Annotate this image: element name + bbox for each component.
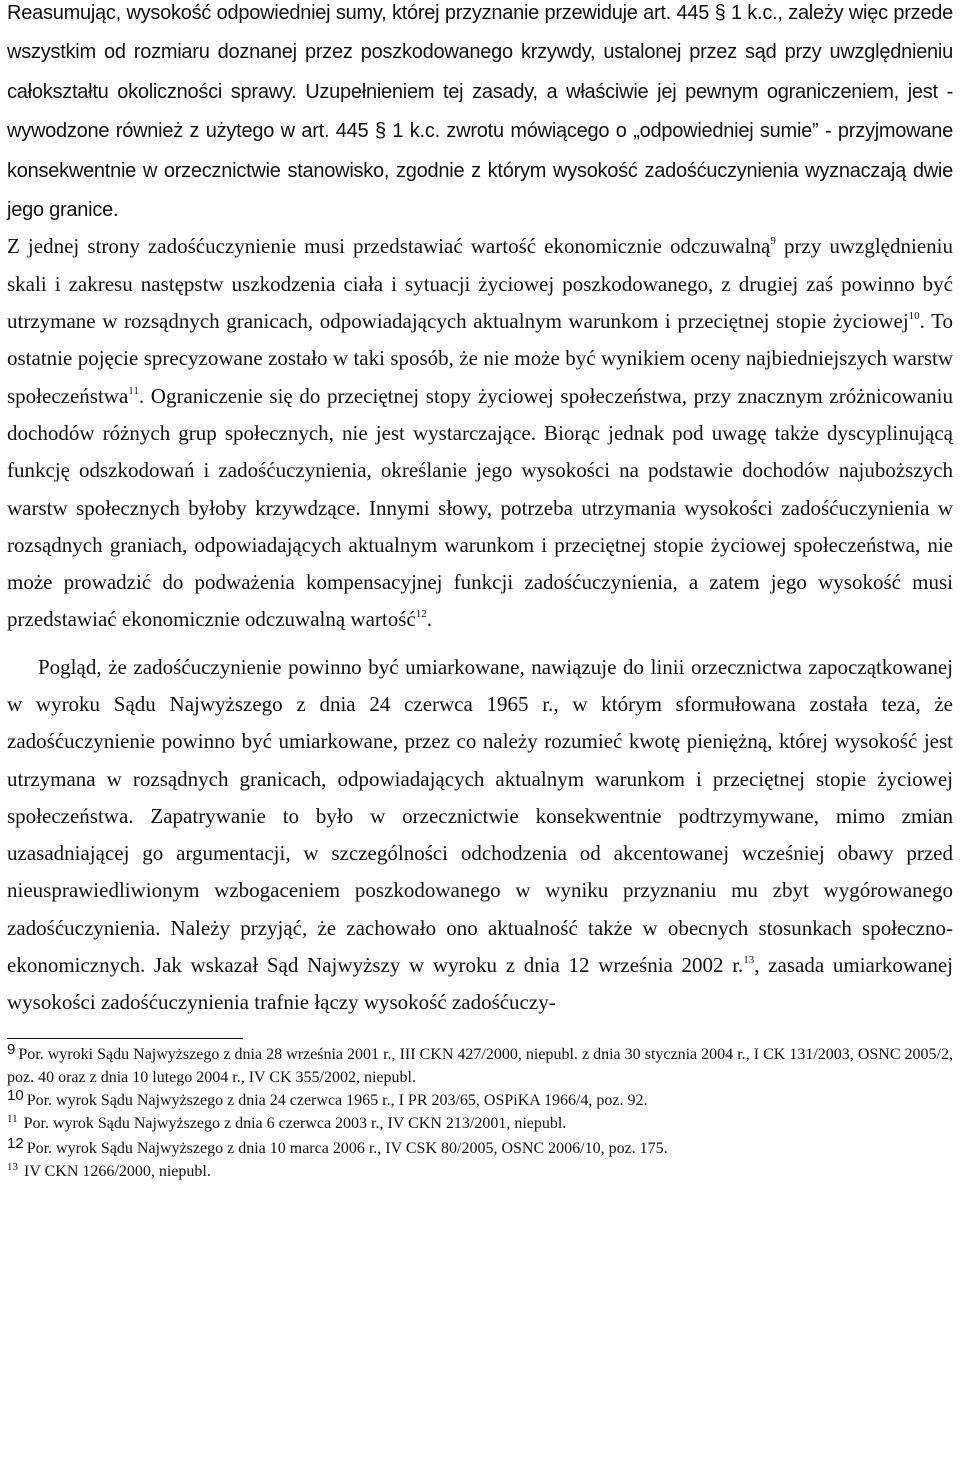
footnote-text: IV CKN 1266/2000, niepubl.: [24, 1162, 211, 1180]
footnote-text: Por. wyrok Sądu Najwyższego z dnia 10 marca 2006 r., IV CSK 80/2005, OSNC 2006/10, poz. 175.: [26, 1139, 668, 1157]
footnote-13: [7, 1160, 953, 1185]
footnote-10: [7, 1086, 953, 1112]
footnote-reference-12[interactable]: 12: [415, 608, 427, 621]
paragraph-text: .: [426, 607, 432, 632]
footnotes-section: [7, 1040, 953, 1185]
footnote-reference-10[interactable]: 10: [908, 310, 920, 323]
footnote-11: [7, 1112, 953, 1137]
body-paragraph-1: [7, 0, 953, 230]
footnote-separator: [7, 1038, 243, 1039]
footnote-reference-13[interactable]: 13: [743, 954, 755, 967]
paragraph-text: , zasada umiarkowanej wysokości zadośćuczynienia trafnie łączy wysokość zadośćuczy-: [7, 953, 953, 1015]
paragraph-text: przy uwzględnieniu skali i zakresu następstw uszkodzenia ciała i sytuacji życiowej poszkodowanego, z drugiej zaś powinno być utrzymane w rozsądnych granicach, odpowiadających aktualnym warunkom i przeciętnej stopie życiowej: [7, 234, 953, 334]
body-paragraph-3: [7, 649, 953, 1022]
paragraph-text: . Ograniczenie się do przeciętnej stopy życiowej społeczeństwa, przy znacznym zróżnicowaniu dochodów różnych grup społecznych, nie jest wystarczające. Biorąc jednak pod uwagę także dyscyplinującą funkcję odszkodowań i zadośćuczynienia, określanie jego wysokości na podstawie dochodów najuboższych warstw społecznych byłoby krzywdzące. Innymi słowy, potrzeba utrzymania wysokości zadośćuczynienia w rozsądnych graniach, odpowiadających aktualnym warunkom i przeciętnej stopie życiowej społeczeństwa, nie może prowadzić do podważenia kompensacyjnej funkcji zadośćuczynienia, a zatem jego wysokość musi przedstawiać ekonomicznie odczuwalną wartość: [7, 383, 953, 632]
footnote-reference-9[interactable]: 9: [770, 235, 776, 248]
footnote-number: 12: [7, 1134, 24, 1152]
footnote-text: Por. wyrok Sądu Najwyższego z dnia 6 czerwca 2003 r., IV CKN 213/2001, niepubl.: [23, 1114, 567, 1132]
body-paragraph-1-text: Reasumując, wysokość odpowiedniej sumy, której przyznanie przewiduje art. 445 § 1 k.c., zależy więc przede wszystkim od rozmiaru doznanej przez poszkodowanego krzywdy, ustalonej przez sąd przy uwzględnieniu całokształtu okoliczności sprawy. Uzupełnieniem tej zasady, a właściwie jej pewnym ograniczeniem, jest - wywodzone również z użytego w art. 445 § 1 k.c. zwrotu mówiącego o „odpowiedniej sumie” - przyjmowane konsekwentnie w orzecznictwie stanowisko, zgodnie z którym wysokość zadośćuczynienia wyznaczają dwie jego granice.: [7, 2, 953, 222]
body-paragraph-2: [7, 228, 953, 638]
footnote-9: [7, 1040, 953, 1089]
paragraph-text: . To ostatnie pojęcie sprecyzowane zostało w taki sposób, że nie może być wynikiem oceny najbiedniejszych warstw społeczeństwa: [7, 309, 953, 408]
footnote-number: 13: [7, 1160, 18, 1173]
paragraph-text: Z jednej strony zadośćuczynienie musi przedstawiać wartość ekonomicznie odczuwalną: [7, 234, 771, 259]
paragraph-text: Pogląd, że zadośćuczynienie powinno być umiarkowane, nawiązuje do linii orzecznictwa zapoczątkowanej w wyroku Sądu Najwyższego z dnia 24 czerwca 1965 r., w którym sformułowana została teza, że zadośćuczynienie powinno być umiarkowane, przez co należy rozumieć kwotę pieniężną, której wysokość jest utrzymana w rozsądnych granicach, odpowiadających aktualnym warunkom i przeciętnej stopie życiowej społeczeństwa. Zapatrywanie to było w orzecznictwie konsekwentnie podtrzymywane, mimo zmian uzasadniającej go argumentacji, w szczególności odchodzenia od akcentowanej wcześniej obawy przed nieusprawiedliwionym wzbogaceniem poszkodowanego w wyniku przyznaniu mu zbyt wygórowanego zadośćuczynienia. Należy przyjąć, że zachowało ono aktualność także w obecnych stosunkach społeczno-ekonomicznych. Jak wskazał Sąd Najwyższy w wyroku z dnia 12 września 2002 r.: [7, 654, 953, 978]
footnote-text: Por. wyrok Sądu Najwyższego z dnia 24 czerwca 1965 r., I PR 203/65, OSPiKA 1966/4, poz. 92.: [26, 1091, 648, 1109]
footnote-number: 9: [7, 1040, 16, 1058]
footnote-number: 10: [7, 1086, 24, 1104]
document-page: [7, 0, 953, 1185]
footnote-number: 11: [7, 1112, 18, 1125]
footnote-reference-11[interactable]: 11: [128, 384, 139, 397]
footnote-text: Por. wyroki Sądu Najwyższego z dnia 28 września 2001 r., III CKN 427/2000, niepubl. z dnia 30 stycznia 2004 r., I CK 131/2003, OSNC 2005/2, poz. 40 oraz z dnia 10 lutego 2004 r., IV CK 355/2002, niepubl.: [7, 1045, 953, 1086]
footnote-12: [7, 1134, 953, 1160]
